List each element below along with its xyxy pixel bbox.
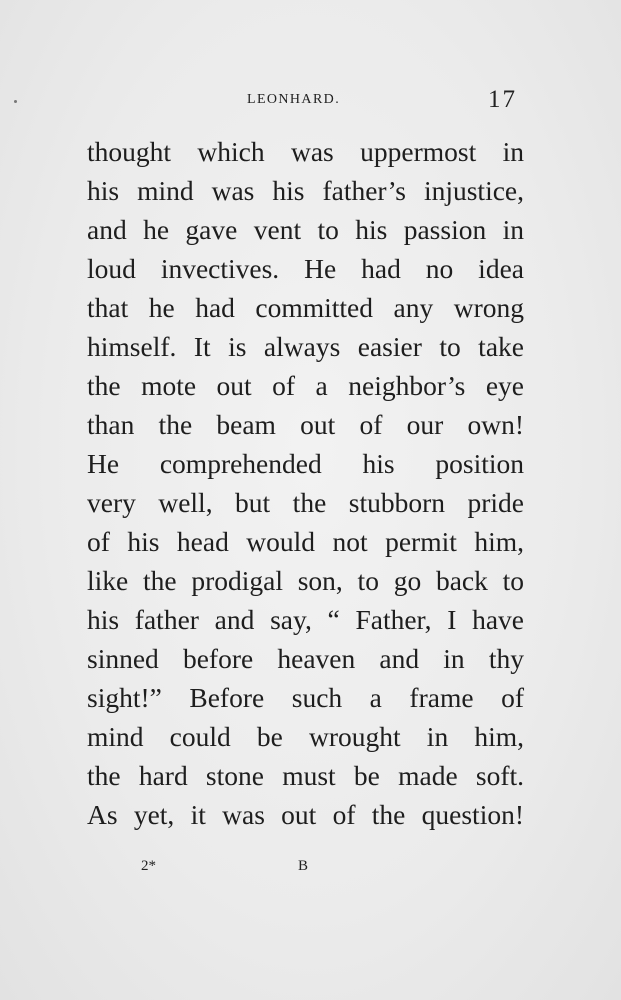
text-line: sight!” Before such a frame of — [87, 682, 524, 713]
body-text — [87, 132, 524, 834]
text-line: of his head would not permit him, — [87, 526, 524, 557]
signature-letter: B — [298, 858, 309, 874]
text-line: mind could be wrought in him, — [87, 721, 524, 752]
text-line: loud invectives. He had no idea — [87, 253, 524, 284]
text-line: very well, but the stubborn pride — [87, 487, 524, 518]
page-number: 17 — [488, 86, 517, 113]
text-line: sinned before heaven and in thy — [87, 643, 524, 674]
text-line: his mind was his father’s injustice, — [87, 175, 524, 206]
text-line: He comprehended his position — [87, 448, 524, 479]
text-line: As yet, it was out of the question! — [87, 799, 524, 830]
text-line: his father and say, “ Father, I have — [87, 604, 524, 635]
text-line: like the prodigal son, to go back to — [87, 565, 524, 596]
text-line: thought which was uppermost in — [87, 136, 524, 167]
running-head — [0, 86, 621, 116]
signature-mark: 2* — [141, 858, 156, 874]
header-title: LEONHARD. — [247, 92, 341, 107]
text-line: the hard stone must be made soft. — [87, 760, 524, 791]
text-line: than the beam out of our own! — [87, 409, 524, 440]
text-line: himself. It is always easier to take — [87, 331, 524, 362]
text-line: that he had committed any wrong — [87, 292, 524, 323]
text-line: the mote out of a neighbor’s eye — [87, 370, 524, 401]
text-line: and he gave vent to his passion in — [87, 214, 524, 245]
